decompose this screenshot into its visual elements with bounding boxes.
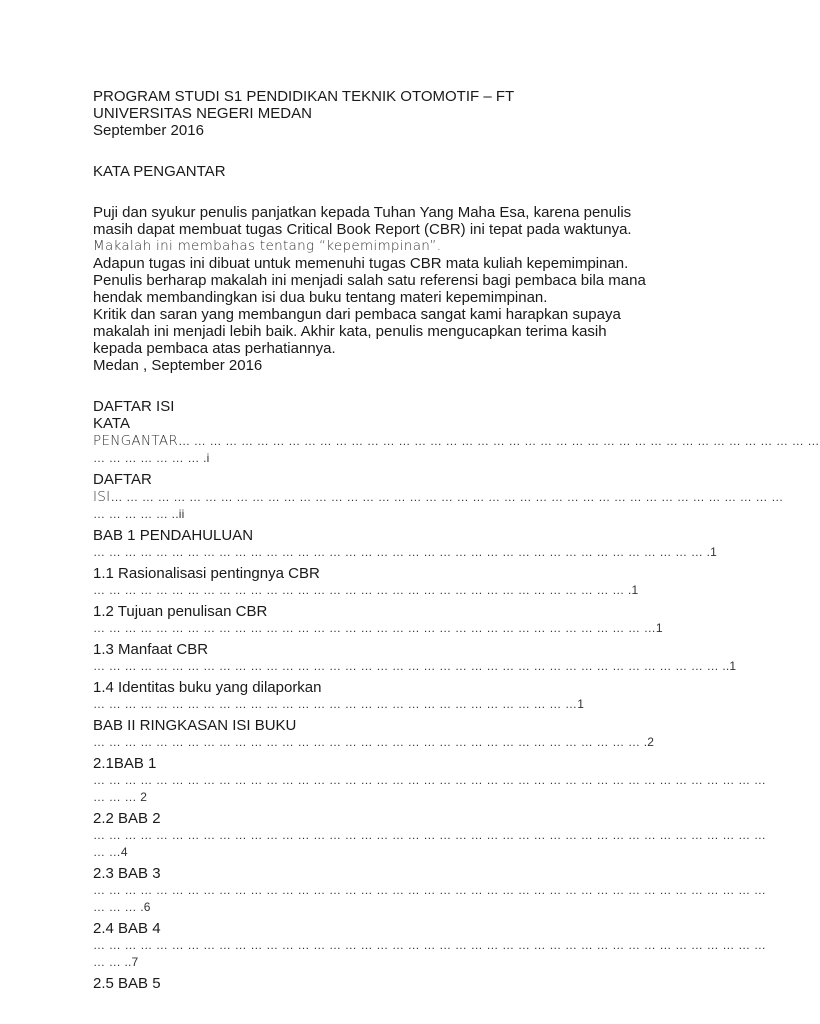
toc-entry-title: KATA	[93, 415, 130, 432]
toc-leader-page: … … … … … … … … … … … … … … … … … … … … … … … … … … … … … … … … … … … …1	[93, 621, 663, 635]
toc-entry	[93, 565, 678, 599]
toc-leader-page: … … … … … … … … … … … … … … … … … … … … … … … … … … … … … … …1	[93, 697, 585, 711]
preface-text: Kritik dan saran yang membangun dari pembaca sangat kami harapkan supaya	[93, 306, 621, 323]
toc-leader-page: … … … … … … … .i	[93, 451, 210, 465]
preface-text: Puji dan syukur penulis panjatkan kepada Tuhan Yang Maha Esa, karena penulis	[93, 204, 632, 221]
toc-entry-title: 1.1 Rasionalisasi pentingnya CBR	[93, 565, 320, 582]
toc-entry-title: ISI	[93, 489, 111, 505]
toc-leader-page: … … … … … … … … … … … … … … … … … … … … … … … … … … … … … … … … … … … … … … … … ..1	[93, 659, 737, 673]
toc-entry	[93, 415, 820, 467]
toc-leader: … … … … … … … … … … … … … … … … … … … … … … … … … … … … … … … … … … … … … … … … …	[178, 434, 820, 448]
toc-entry-title: 2.5 BAB 5	[93, 975, 161, 992]
toc-leader: … … … … … … … … … … … … … … … … … … … … … … … … … … … … … … … … … … … … … … … … … … …	[93, 773, 767, 787]
toc-leader: … … … … … … … … … … … … … … … … … … … … … … … … … … … … … … … … … … … … … … … … … … …	[93, 883, 767, 897]
toc-entry	[93, 679, 678, 713]
toc-entry-title: 1.4 Identitas buku yang dilaporkan	[93, 679, 322, 696]
toc-entry	[93, 865, 767, 916]
toc-entry-title: 2.1BAB 1	[93, 755, 157, 772]
toc-entry	[93, 920, 767, 971]
preface-text: Makalah ini membahas tentang “kepemimpinan”.	[93, 238, 442, 254]
toc-entry-title: 2.4 BAB 4	[93, 920, 161, 937]
preface-title: KATA PENGANTAR	[93, 163, 226, 180]
preface-text: kepada pembaca atas perhatiannya.	[93, 340, 336, 357]
toc-entry	[93, 717, 678, 751]
toc-entry-title: 2.3 BAB 3	[93, 865, 161, 882]
preface-signoff: Medan , September 2016	[93, 357, 263, 374]
toc-title: DAFTAR ISI	[93, 398, 175, 415]
toc-leader: … … … … … … … … … … … … … … … … … … … … … … … … … … … … … … … … … … … … … … … … … … …	[93, 828, 767, 842]
toc-leader-page: … … … … … … … … … … … … … … … … … … … … … … … … … … … … … … … … … … … .2	[93, 735, 655, 749]
document-page	[93, 88, 820, 996]
toc-leader-page: … … … 2	[93, 790, 148, 804]
toc-entry	[93, 810, 767, 861]
toc-entry-title: BAB II RINGKASAN ISI BUKU	[93, 717, 297, 734]
toc-entry	[93, 527, 718, 561]
toc-leader-page: … … … .6	[93, 900, 151, 914]
toc-leader-page: … … … … … … … … … … … … … … … … … … … … … … … … … … … … … … … … … … … … … … … .1	[93, 545, 718, 559]
toc-entry-title: BAB 1 PENDAHULUAN	[93, 527, 254, 544]
toc-entry-title: 2.2 BAB 2	[93, 810, 161, 827]
header-program: PROGRAM STUDI S1 PENDIDIKAN TEKNIK OTOMOTIF – FT	[93, 88, 515, 105]
toc-entry	[93, 603, 678, 637]
toc-entry-title: PENGANTAR	[93, 433, 179, 449]
toc-leader-page: … … … … … … … … … … … … … … … … … … … … … … … … … … … … … … … … … … .1	[93, 583, 639, 597]
header-date: September 2016	[93, 122, 204, 139]
toc-entry	[93, 755, 767, 806]
toc-leader-page: … … ..7	[93, 955, 139, 969]
toc-entry-title: DAFTAR	[93, 471, 152, 488]
toc-leader-page: … … … … … ..ii	[93, 507, 185, 521]
preface-text: Penulis berharap makalah ini menjadi salah satu referensi bagi pembaca bila mana	[93, 272, 646, 289]
preface-text: Adapun tugas ini dibuat untuk memenuhi tugas CBR mata kuliah kepemimpinan.	[93, 255, 629, 272]
toc-entry	[93, 641, 737, 675]
preface-text: hendak membandingkan isi dua buku tentang materi kepemimpinan.	[93, 289, 548, 306]
preface-text: makalah ini menjadi lebih baik. Akhir kata, penulis mengucapkan terima kasih	[93, 323, 607, 340]
toc-entry-title: 1.3 Manfaat CBR	[93, 641, 209, 658]
preface-text: masih dapat membuat tugas Critical Book Report (CBR) ini tepat pada waktunya.	[93, 221, 632, 238]
toc-leader-page: … …4	[93, 845, 128, 859]
toc-entry-title: 1.2 Tujuan penulisan CBR	[93, 603, 268, 620]
toc-entry	[93, 471, 784, 523]
toc-entry	[93, 975, 678, 992]
header-university: UNIVERSITAS NEGERI MEDAN	[93, 105, 312, 122]
toc-leader: … … … … … … … … … … … … … … … … … … … … … … … … … … … … … … … … … … … … … … … … … … …	[93, 938, 767, 952]
toc-leader: … … … … … … … … … … … … … … … … … … … … … … … … … … … … … … … … … … … … … … … … … … …	[110, 490, 784, 504]
